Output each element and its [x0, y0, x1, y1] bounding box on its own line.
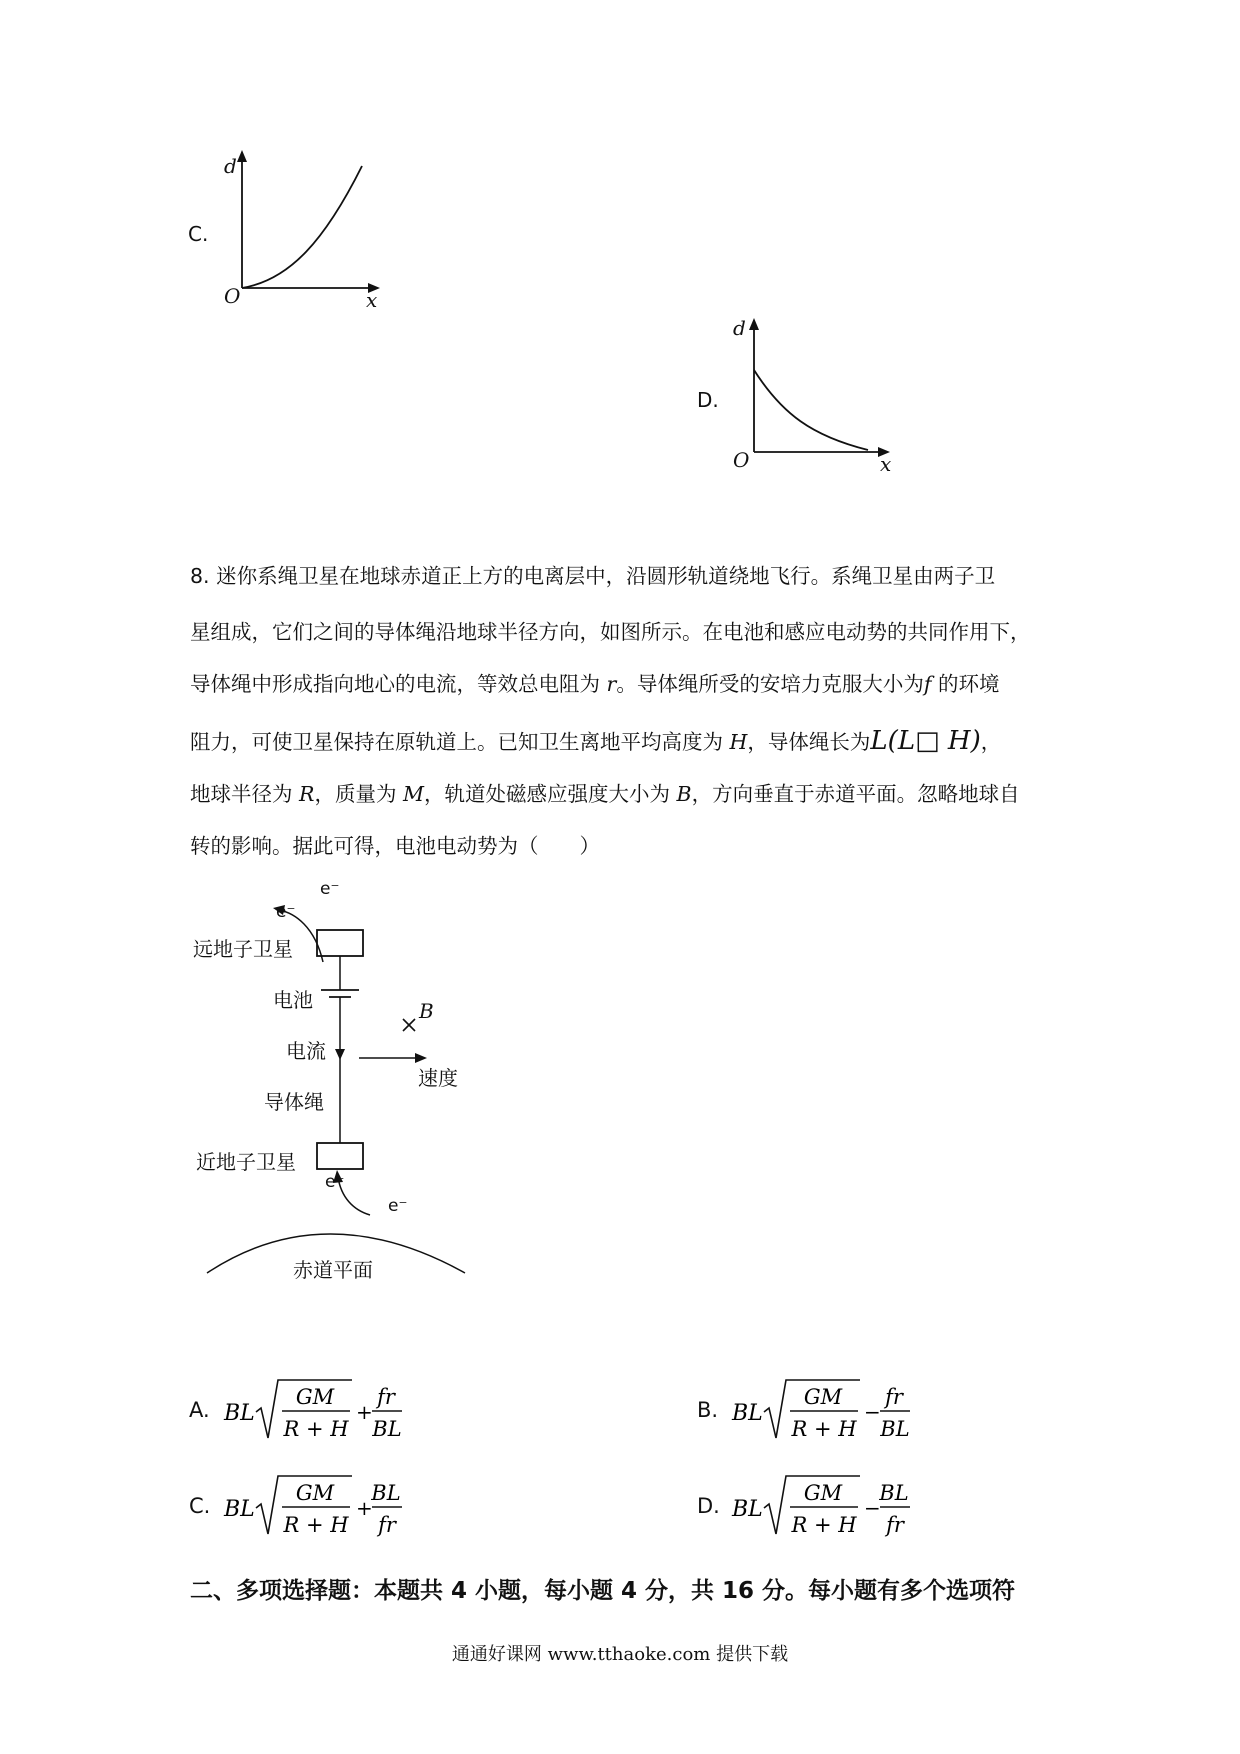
option-c-label: C.: [188, 222, 209, 246]
var-R: R: [299, 782, 315, 806]
section-title: 二、多项选择题：本题共 4 小题，每小题 4 分，共 16 分。每小题有多个选项符: [190, 1578, 1016, 1604]
var-M: M: [403, 782, 424, 806]
graph-c-origin: O: [224, 284, 241, 308]
graph-d-origin: O: [733, 448, 750, 472]
question-line-2: 星组成，它们之间的导体绳沿地球半径方向，如图所示。在电池和感应电动势的共同作用下，: [190, 620, 1031, 644]
near-satellite-label: 近地子卫星: [196, 1150, 296, 1174]
far-satellite-label: 远地子卫星: [193, 937, 293, 961]
question-text-5c: ，轨道处磁感应强度大小为: [424, 782, 677, 806]
svg-text:GM: GM: [295, 1481, 335, 1505]
svg-text:fr: fr: [886, 1513, 904, 1537]
question-number: 8.: [190, 564, 210, 588]
question-text-3b: 。导体绳所受的安培力克服大小为: [616, 672, 924, 696]
question-line-6: 转的影响。据此可得，电池电动势为（ ）: [190, 834, 600, 858]
svg-text:fr: fr: [377, 1385, 395, 1409]
graph-d-svg: [720, 318, 900, 458]
question-text-5d: ，方向垂直于赤道平面。忽略地球自: [691, 782, 1020, 806]
var-r: r: [606, 672, 617, 696]
electron-label-bottom-left: e⁻: [325, 1172, 345, 1192]
question-text-1: 迷你系绳卫星在地球赤道正上方的电离层中，沿圆形轨道绕地飞行。系绳卫星由两子卫: [216, 564, 996, 588]
svg-text:BL: BL: [880, 1417, 910, 1441]
question-text-5a: 地球半径为: [190, 782, 300, 806]
answer-c-label: C.: [189, 1494, 211, 1518]
var-H: H: [729, 730, 748, 754]
svg-text:+: +: [356, 1400, 373, 1424]
question-text-3a: 导体绳中形成指向地心的电流，等效总电阻为: [190, 672, 607, 696]
svg-text:R + H: R + H: [791, 1417, 857, 1441]
svg-text:BL: BL: [372, 1417, 402, 1441]
svg-text:fr: fr: [885, 1385, 903, 1409]
svg-text:GM: GM: [803, 1481, 843, 1505]
svg-text:fr: fr: [378, 1513, 396, 1537]
svg-text:GM: GM: [295, 1385, 335, 1409]
graph-c-ylabel: d: [224, 154, 237, 178]
svg-text:−: −: [864, 1400, 881, 1424]
svg-text:R + H: R + H: [283, 1417, 349, 1441]
equator-plane-label: 赤道平面: [293, 1258, 373, 1282]
answer-c-formula: [222, 1472, 412, 1544]
answer-b-formula: [730, 1376, 920, 1448]
current-label: 电流: [286, 1039, 326, 1063]
question-text-5b: ，质量为: [314, 782, 403, 806]
question-line-3: [190, 674, 1060, 695]
svg-text:BL: BL: [371, 1481, 401, 1505]
velocity-label: 速度: [418, 1066, 458, 1090]
graph-c-xlabel: x: [366, 288, 378, 312]
page-footer: 通通好课网 www.tthaoke.com 提供下载: [451, 1644, 789, 1665]
answer-d-label: D.: [697, 1494, 720, 1518]
option-d-label: D.: [697, 388, 719, 412]
magnetic-field-label: B: [419, 999, 434, 1023]
svg-text:R + H: R + H: [791, 1513, 857, 1537]
question-text-4c: ，: [980, 730, 1002, 754]
tether-label: 导体绳: [264, 1090, 324, 1114]
var-f: f: [923, 672, 932, 696]
svg-text:−: −: [864, 1496, 881, 1520]
svg-text:R + H: R + H: [283, 1513, 349, 1537]
svg-text:BL: BL: [732, 1497, 763, 1522]
battery-label: 电池: [273, 988, 313, 1012]
svg-text:BL: BL: [224, 1497, 255, 1522]
svg-text:BL: BL: [879, 1481, 909, 1505]
question-text-4b: ，导体绳长为: [747, 730, 871, 754]
question-text-3c: 的环境: [931, 672, 1000, 696]
answer-a-label: A.: [189, 1398, 210, 1422]
question-line-5: [190, 784, 1060, 805]
electron-label-top-left: e⁻: [276, 902, 296, 922]
electron-label-bottom-right: e⁻: [388, 1196, 408, 1216]
svg-text:+: +: [356, 1496, 373, 1520]
svg-text:GM: GM: [803, 1385, 843, 1409]
question-text-4a: 阻力，可使卫星保持在原轨道上。已知卫生离地平均高度为: [190, 730, 730, 754]
answer-d-formula: [730, 1472, 920, 1544]
question-line-1: [190, 566, 1060, 587]
question-line-4: [190, 728, 1060, 754]
graph-d-xlabel: x: [880, 452, 892, 476]
var-B: B: [676, 782, 692, 806]
answer-b-label: B.: [697, 1398, 719, 1422]
answer-a-formula: [222, 1376, 412, 1448]
electron-label-top-right: e⁻: [320, 879, 340, 899]
graph-d-ylabel: d: [733, 316, 746, 340]
svg-text:BL: BL: [224, 1401, 255, 1426]
tether-length-condition: L(L□ H): [870, 726, 981, 756]
svg-text:BL: BL: [732, 1401, 763, 1426]
